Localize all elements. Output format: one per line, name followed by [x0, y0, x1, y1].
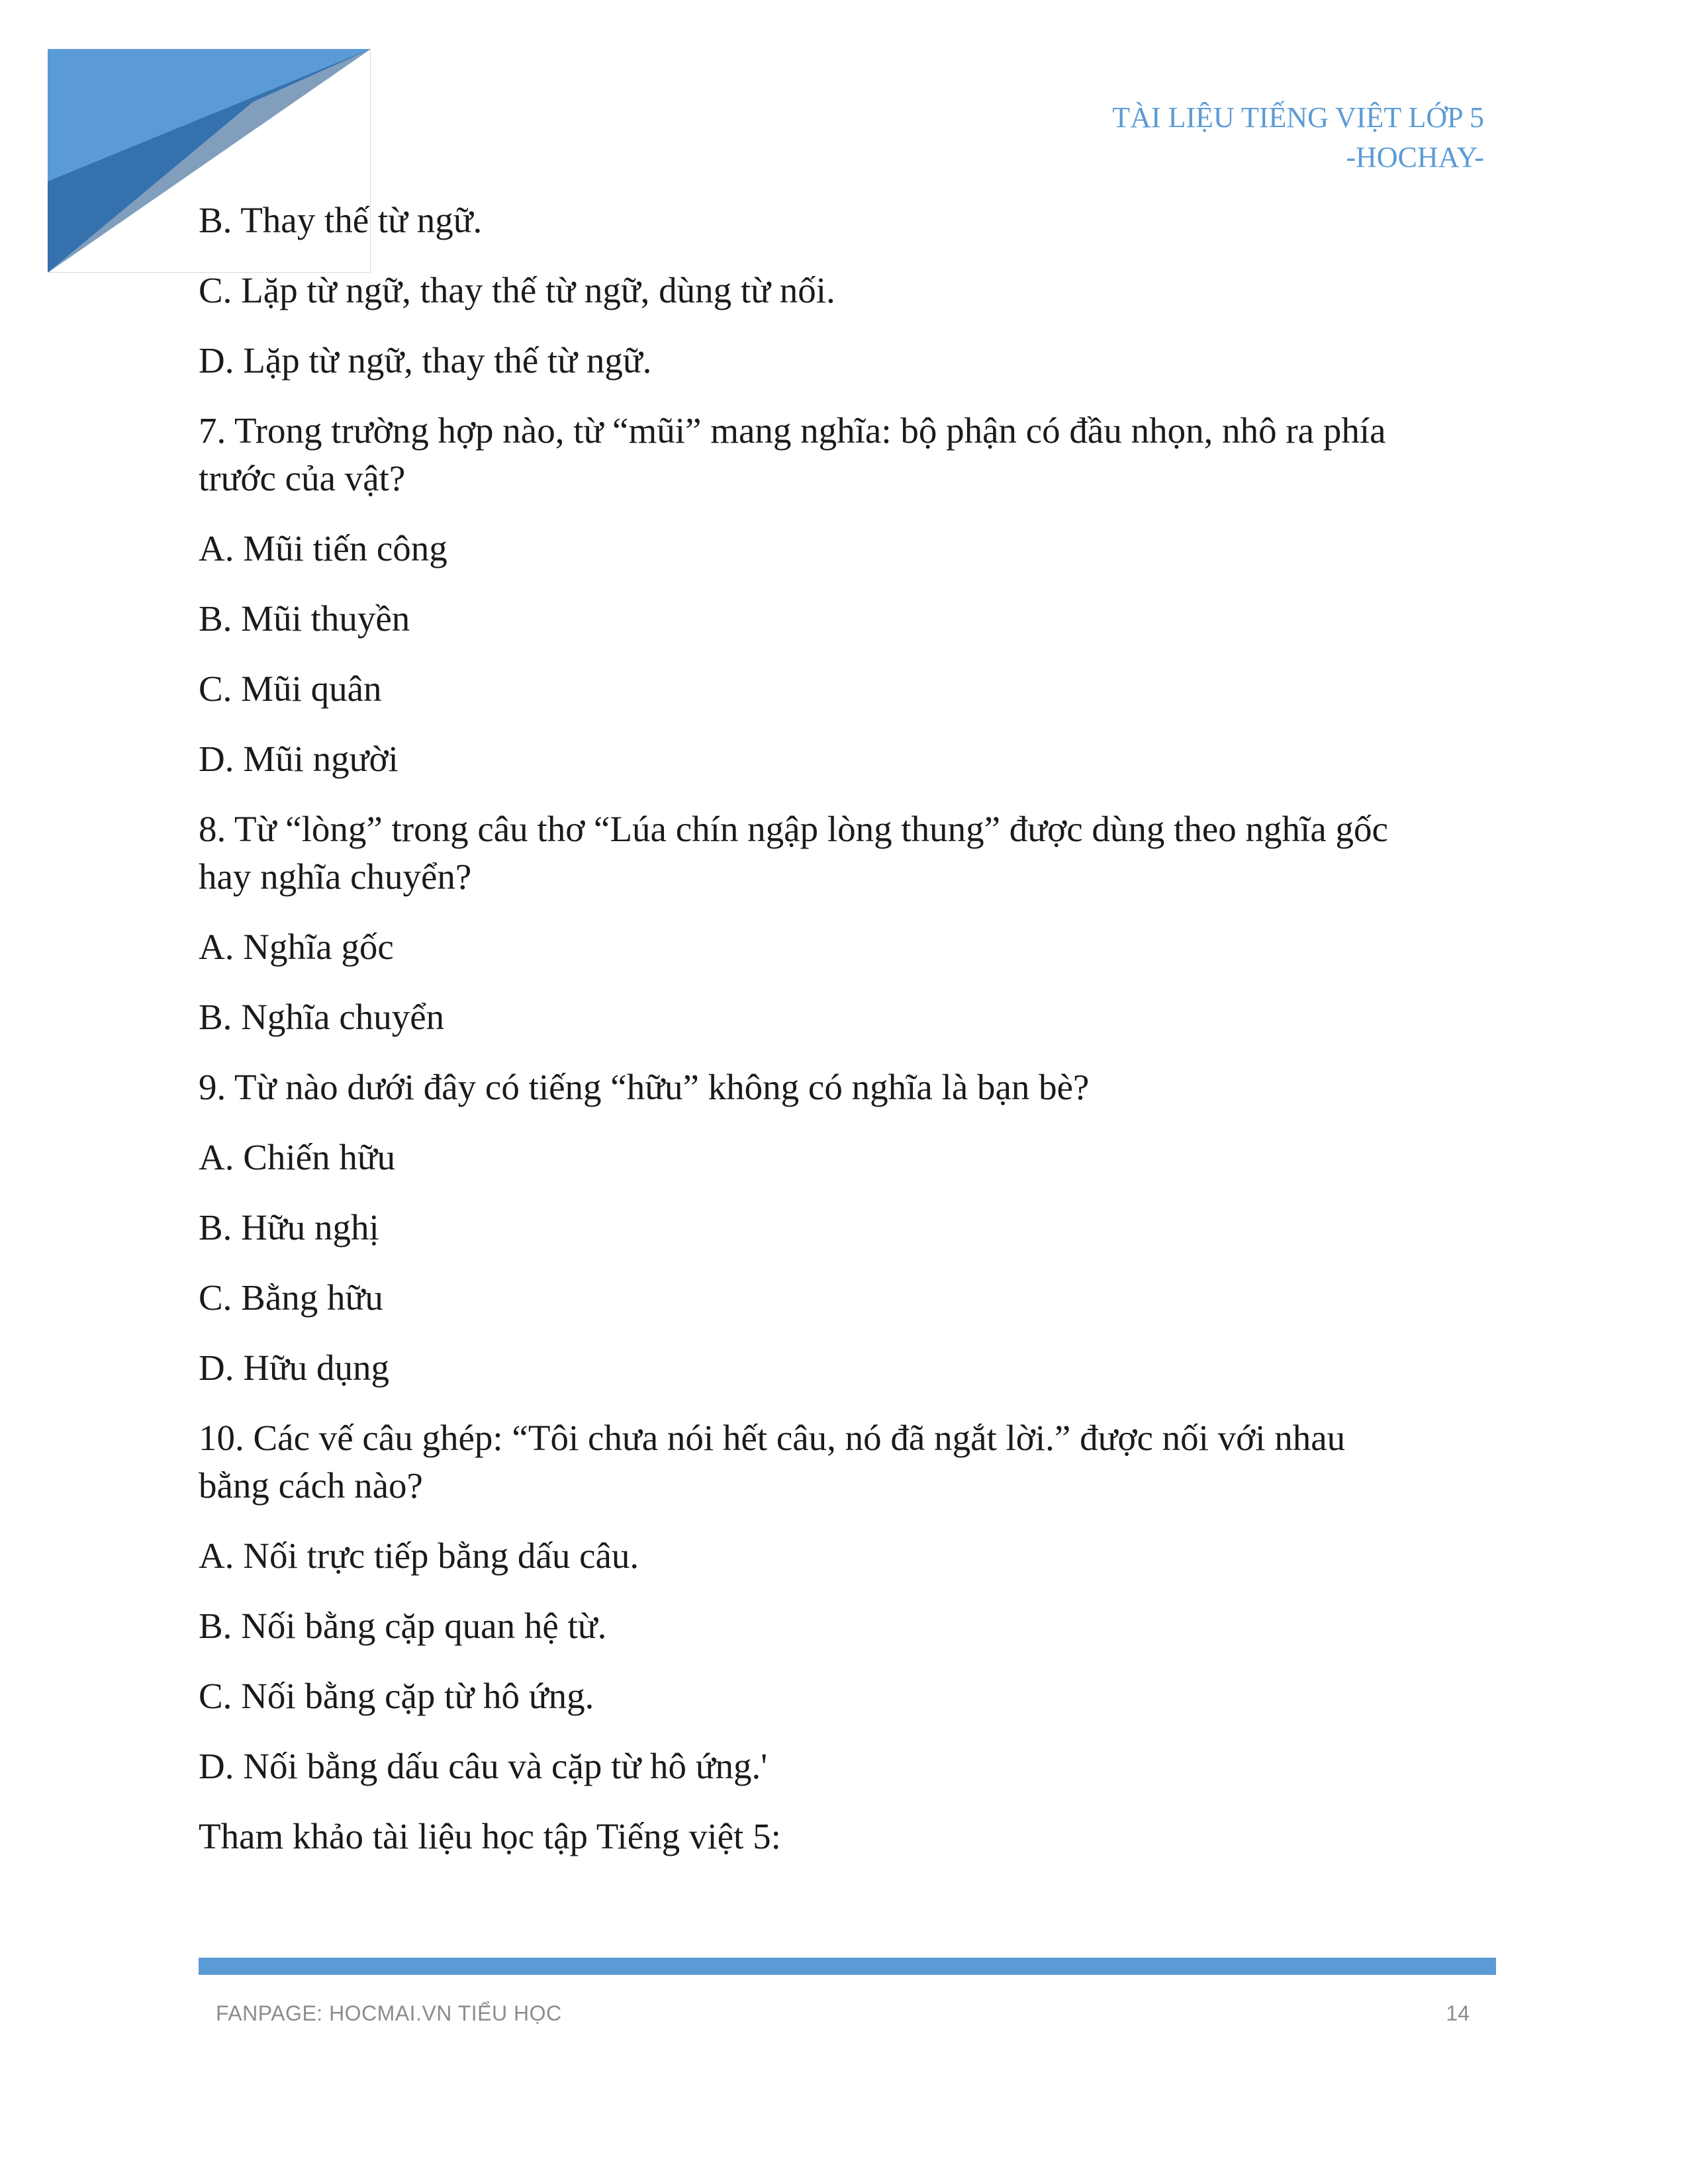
answer-option: B. Thay thế từ ngữ. [199, 200, 483, 240]
page-number: 14 [1446, 2001, 1470, 2025]
answer-option: C. Lặp từ ngữ, thay thế từ ngữ, dùng từ nối. [199, 270, 835, 310]
document-body [199, 197, 1496, 1883]
answer-option: C. Nối bằng cặp từ hô ứng. [199, 1676, 594, 1716]
answer-option: B. Mũi thuyền [199, 598, 410, 639]
answer-option: D. Lặp từ ngữ, thay thế từ ngữ. [199, 340, 652, 381]
answer-option: D. Nối bằng dấu câu và cặp từ hô ứng.' [199, 1746, 768, 1786]
answer-option: A. Nối trực tiếp bằng dấu câu. [199, 1535, 639, 1576]
header-title: TÀI LIỆU TIẾNG VIỆT LỚP 5 [1112, 101, 1484, 134]
reference-note: Tham khảo tài liệu học tập Tiếng việt 5: [199, 1816, 781, 1856]
question-8: 8. Từ “lòng” trong câu thơ “Lúa chín ngập lòng thung” được dùng theo nghĩa gốc hay nghĩa chuyển? [199, 809, 1388, 897]
header-subtitle: -HOCHAY- [1346, 141, 1484, 173]
answer-option: D. Mũi người [199, 739, 399, 779]
question-10: 10. Các vế câu ghép: “Tôi chưa nói hết câu, nó đã ngắt lời.” được nối với nhau bằng cách nào? [199, 1418, 1346, 1506]
question-9: 9. Từ nào dưới đây có tiếng “hữu” không có nghĩa là bạn bè? [199, 1067, 1090, 1107]
answer-option: C. Mũi quân [199, 668, 382, 709]
question-7: 7. Trong trường hợp nào, từ “mũi” mang nghĩa: bộ phận có đầu nhọn, nhô ra phía trước của vật? [199, 410, 1386, 498]
footer-divider [199, 1958, 1496, 1975]
answer-option: D. Hữu dụng [199, 1347, 389, 1388]
answer-option: A. Nghĩa gốc [199, 927, 394, 967]
answer-option: A. Mũi tiến công [199, 528, 447, 569]
footer-fanpage: FANPAGE: HOCMAI.VN TIỂU HỌC [216, 2001, 562, 2025]
answer-option: A. Chiến hữu [199, 1137, 396, 1177]
answer-option: B. Hữu nghị [199, 1207, 379, 1248]
document-header [1112, 98, 1484, 177]
answer-option: C. Bằng hữu [199, 1277, 383, 1318]
answer-option: B. Nghĩa chuyển [199, 997, 445, 1037]
answer-option: B. Nối bằng cặp quan hệ từ. [199, 1606, 607, 1646]
